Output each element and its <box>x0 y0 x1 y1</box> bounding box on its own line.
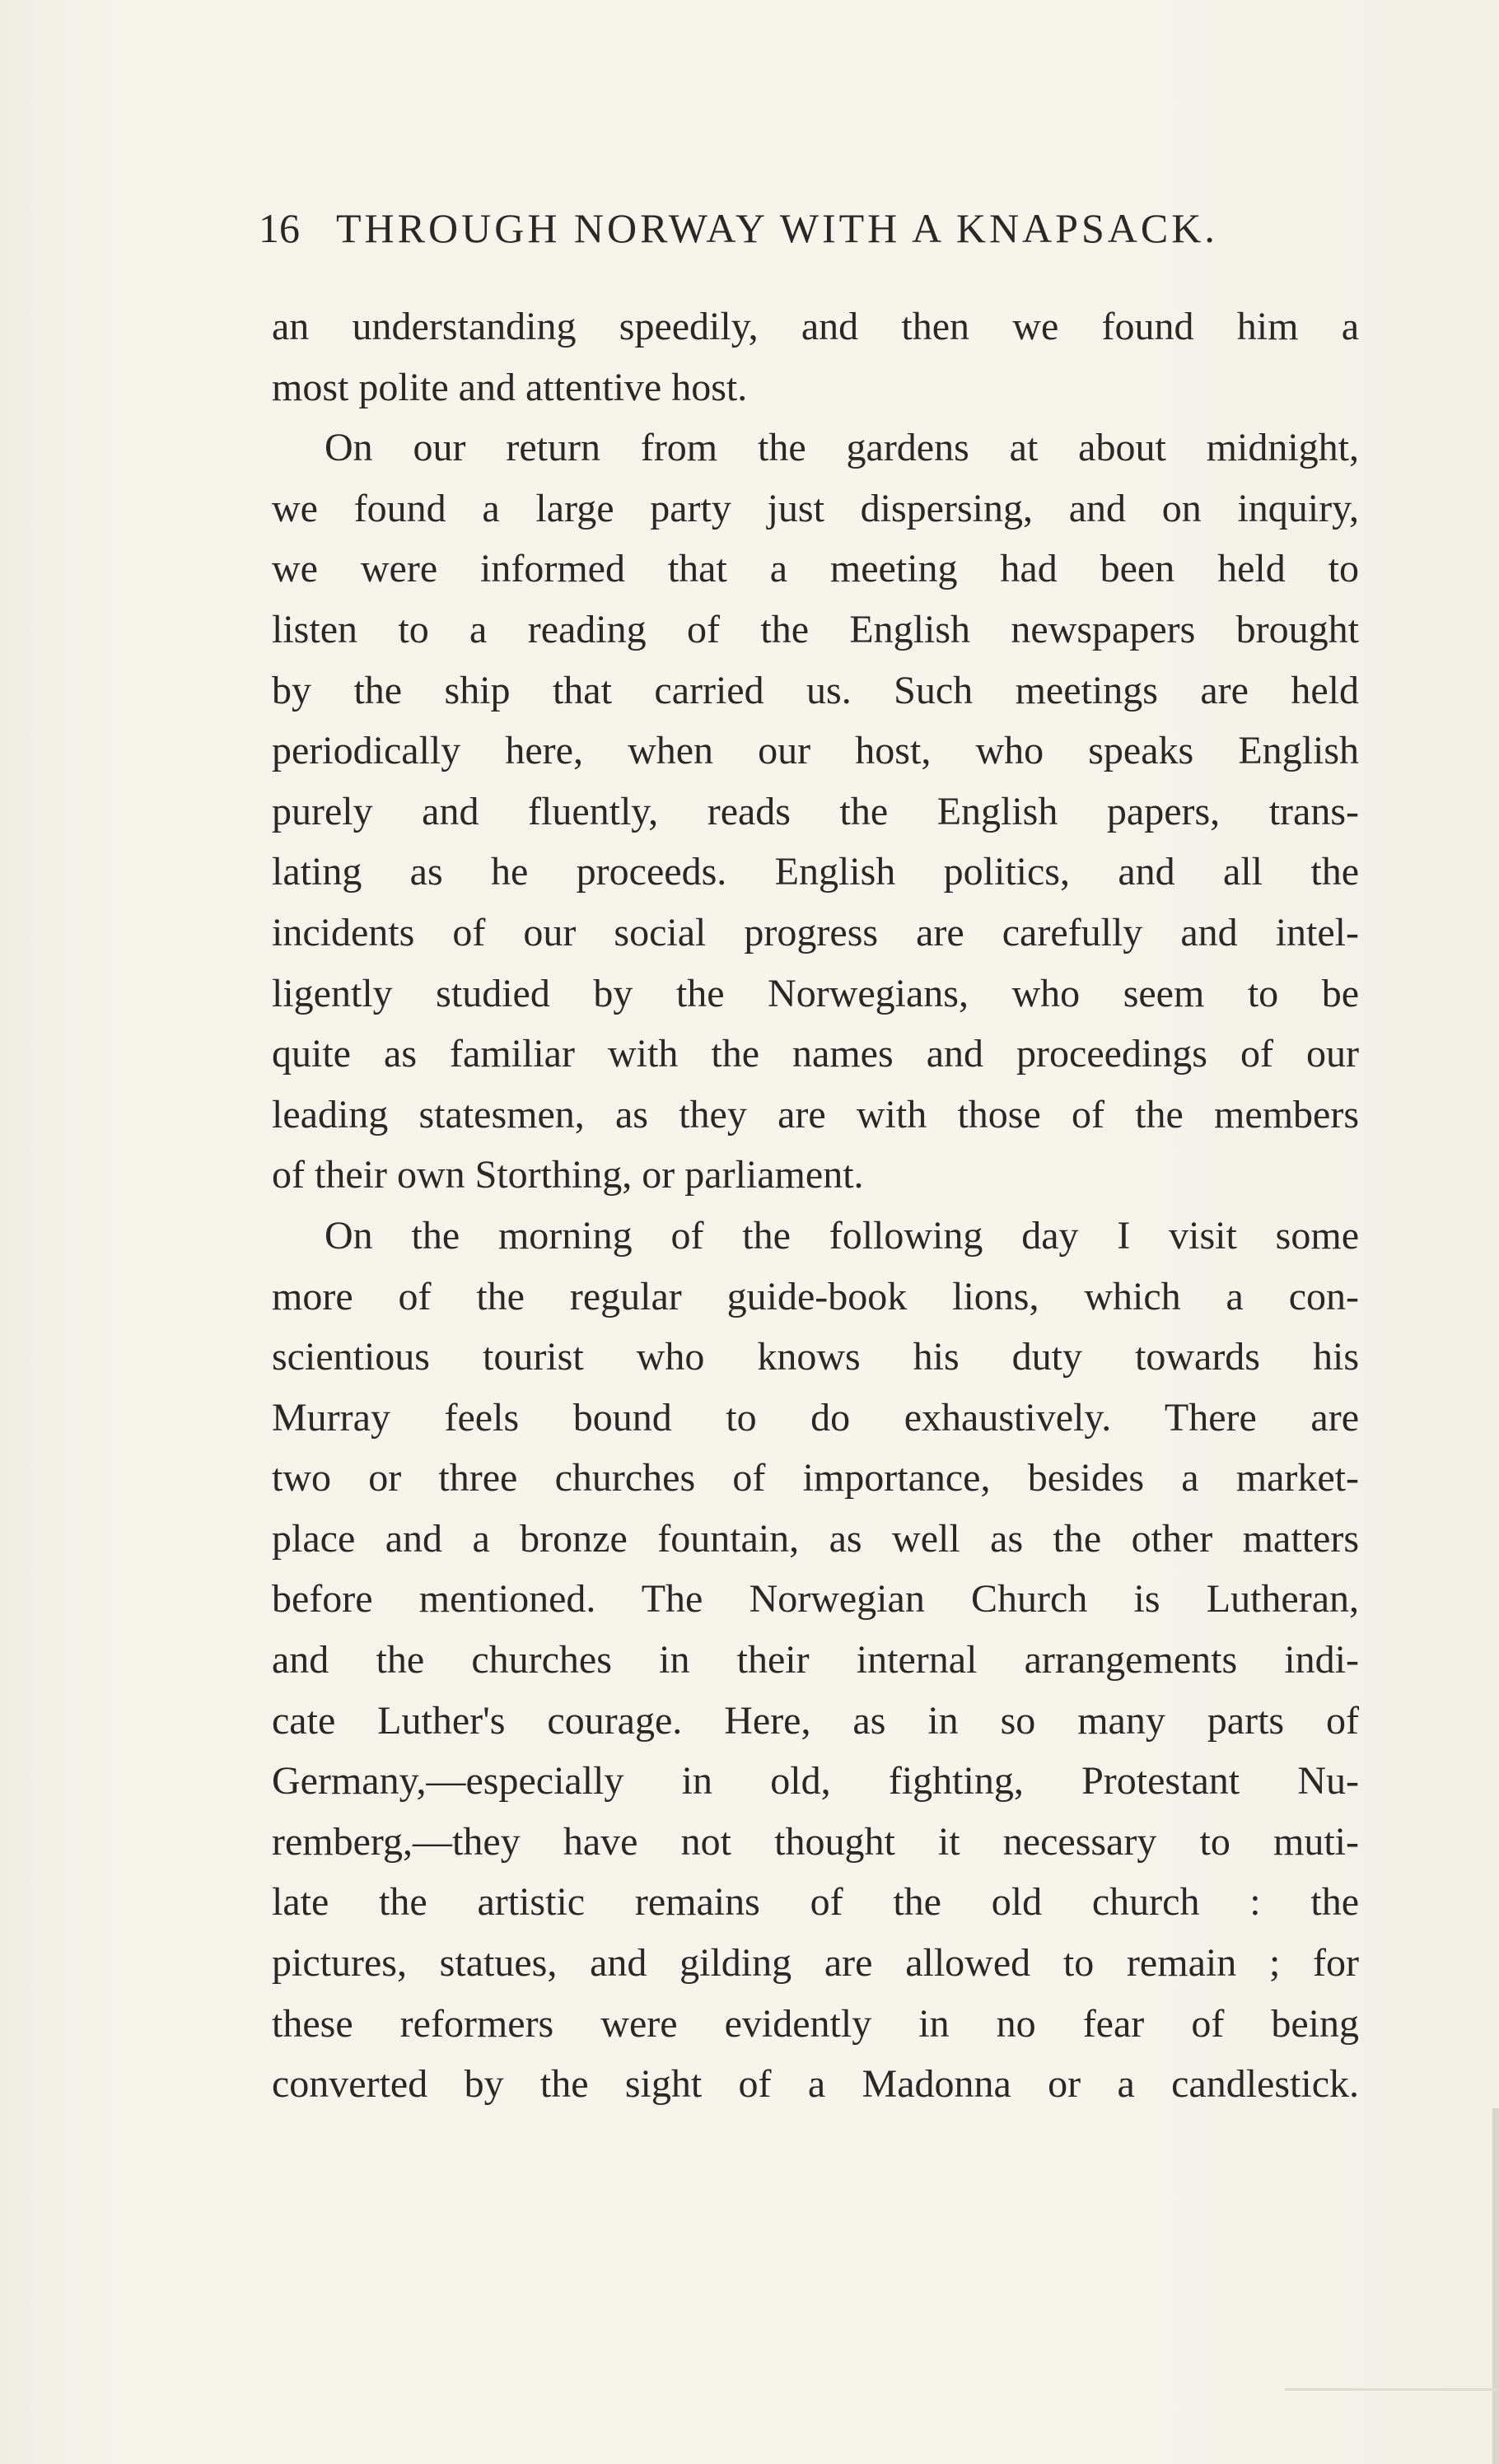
text-line: we found a large party just dispersing, and on inquiry, <box>272 486 1359 530</box>
running-title: THROUGH NORWAY WITH A KNAPSACK. <box>336 205 1218 251</box>
text-line: of their own Storthing, or parliament. <box>272 1153 864 1197</box>
running-head <box>259 204 1247 262</box>
text-line: On the morning of the following day I visit some <box>325 1213 1359 1258</box>
text-line: lating as he proceeds. English politics, and all the <box>272 850 1359 894</box>
text-line: Murray feels bound to do exhaustively. There are <box>272 1395 1359 1440</box>
text-line: two or three churches of importance, besides a market- <box>272 1456 1359 1500</box>
text-line: On our return from the gardens at about midnight, <box>325 426 1359 470</box>
text-line: late the artistic remains of the old church : the <box>272 1880 1359 1925</box>
text-line: pictures, statues, and gilding are allowed to remain ; for <box>272 1941 1359 1986</box>
text-line: periodically here, when our host, who speaks English <box>272 729 1359 773</box>
text-line: most polite and attentive host. <box>272 365 748 409</box>
body-text <box>272 296 1359 2115</box>
text-line: listen to a reading of the English newspapers brought <box>272 607 1359 651</box>
text-line: incidents of our social progress are carefully and intel- <box>272 910 1359 954</box>
text-line: by the ship that carried us. Such meetings are held <box>272 668 1359 712</box>
text-line: remberg,—they have not thought it necessary to muti- <box>272 1819 1359 1864</box>
text-line: cate Luther's courage. Here, as in so many parts of <box>272 1698 1359 1743</box>
text-line: we were informed that a meeting had been held to <box>272 547 1359 591</box>
text-line: converted by the sight of a Madonna or a candlestick. <box>272 2062 1359 2107</box>
text-line: purely and fluently, reads the English papers, trans- <box>272 789 1359 833</box>
text-line: before mentioned. The Norwegian Church is Lutheran, <box>272 1577 1359 1622</box>
page-edge-shadow <box>1492 2108 1499 2464</box>
text-line: place and a bronze fountain, as well as the other matters <box>272 1516 1359 1561</box>
text-line: Germany,—especially in old, fighting, Protestant Nu- <box>272 1759 1359 1804</box>
text-line: leading statesmen, as they are with those of the members <box>272 1092 1359 1136</box>
page-edge-line <box>1285 2388 1499 2391</box>
text-line: ligently studied by the Norwegians, who seem to be <box>272 971 1359 1015</box>
text-line: these reformers were evidently in no fear of being <box>272 2001 1359 2046</box>
page-number: 16 <box>259 205 300 251</box>
text-line: quite as familiar with the names and proceedings of our <box>272 1032 1359 1076</box>
text-line: and the churches in their internal arrangements indi- <box>272 1638 1359 1682</box>
text-line: scientious tourist who knows his duty towards his <box>272 1335 1359 1379</box>
text-line: more of the regular guide-book lions, which a con- <box>272 1274 1359 1318</box>
text-line: an understanding speedily, and then we found him a <box>272 305 1359 348</box>
